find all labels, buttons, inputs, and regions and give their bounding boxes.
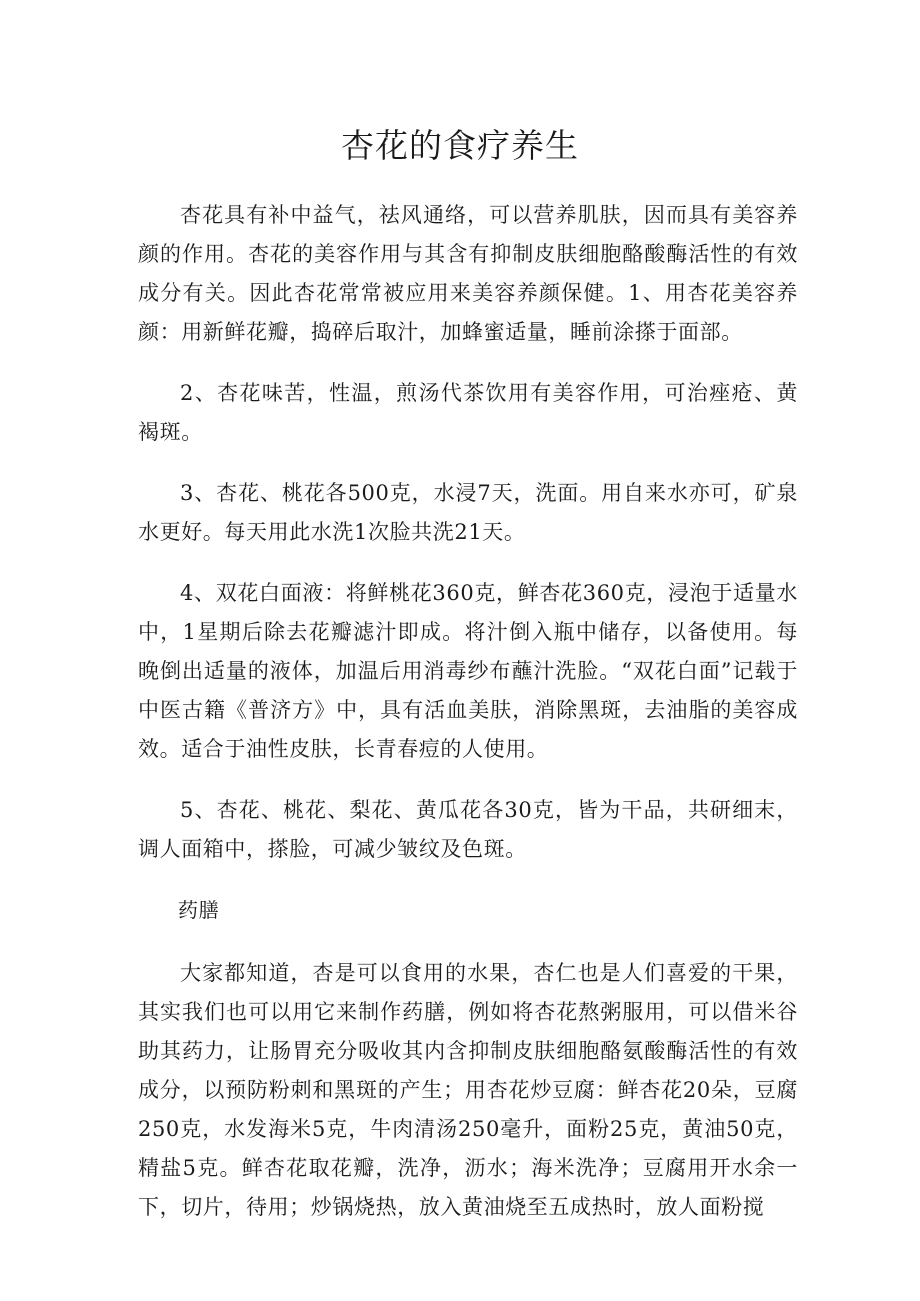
- paragraph-item-3: 3、杏花、桃花各500克，水浸7天，洗面。用自来水亦可，矿泉水更好。每天用此水洗1次脸共洗21天。: [138, 481, 798, 544]
- paragraph-item-4: 4、双花白面液：将鲜桃花360克，鲜杏花360克，浸泡于适量水中，1星期后除去花瓣滤汁即成。将汁倒入瓶中储存，以备使用。每晚倒出适量的液体，加温后用消毒纱布蘸汁洗脸。“双花白面”记载于中医古籍《普济方》中，具有活血美肤，消除黑斑，去油脂的美容成效。适合于油性皮肤，长青春痘的人使用。: [138, 581, 798, 761]
- paragraph-intro: 杏花具有补中益气，祛风通络，可以营养肌肤，因而具有美容养颜的作用。杏花的美容作用与其含有抑制皮肤细胞酪酸酶活性的有效成分有关。因此杏花常常被应用来美容养颜保健。1、用杏花美容养颜：用新鲜花瓣，捣碎后取汁，加蜂蜜适量，睡前涂搽于面部。: [138, 203, 798, 344]
- page-title: 杏花的食疗养生: [341, 126, 579, 165]
- section-heading: 药膳: [178, 898, 220, 922]
- paragraph-item-5: 5、杏花、桃花、梨花、黄瓜花各30克，皆为干品，共研细末，调人面箱中，搽脸，可减少皱纹及色斑。: [138, 798, 798, 861]
- paragraph-medicinal-diet: 大家都知道，杏是可以食用的水果，杏仁也是人们喜爱的干果，其实我们也可以用它来制作药膳，例如将杏花熬粥服用，可以借米谷助其药力，让肠胃充分吸收其内含抑制皮肤细胞酪氨酸酶活性的有效成分，以预防粉刺和黑斑的产生；用杏花炒豆腐：鲜杏花20朵，豆腐250克，水发海米5克，牛肉清汤250毫升，面粉25克，黄油50克，精盐5克。鲜杏花取花瓣，洗净，沥水；海米洗净；豆腐用开水余一下，切片，待用；炒锅烧热，放入黄油烧至五成热时，放人面粉搅: [138, 961, 798, 1219]
- paragraph-item-2: 2、杏花味苦，性温，煎汤代茶饮用有美容作用，可治痤疮、黄褐斑。: [138, 381, 798, 444]
- document-body: [138, 196, 798, 1249]
